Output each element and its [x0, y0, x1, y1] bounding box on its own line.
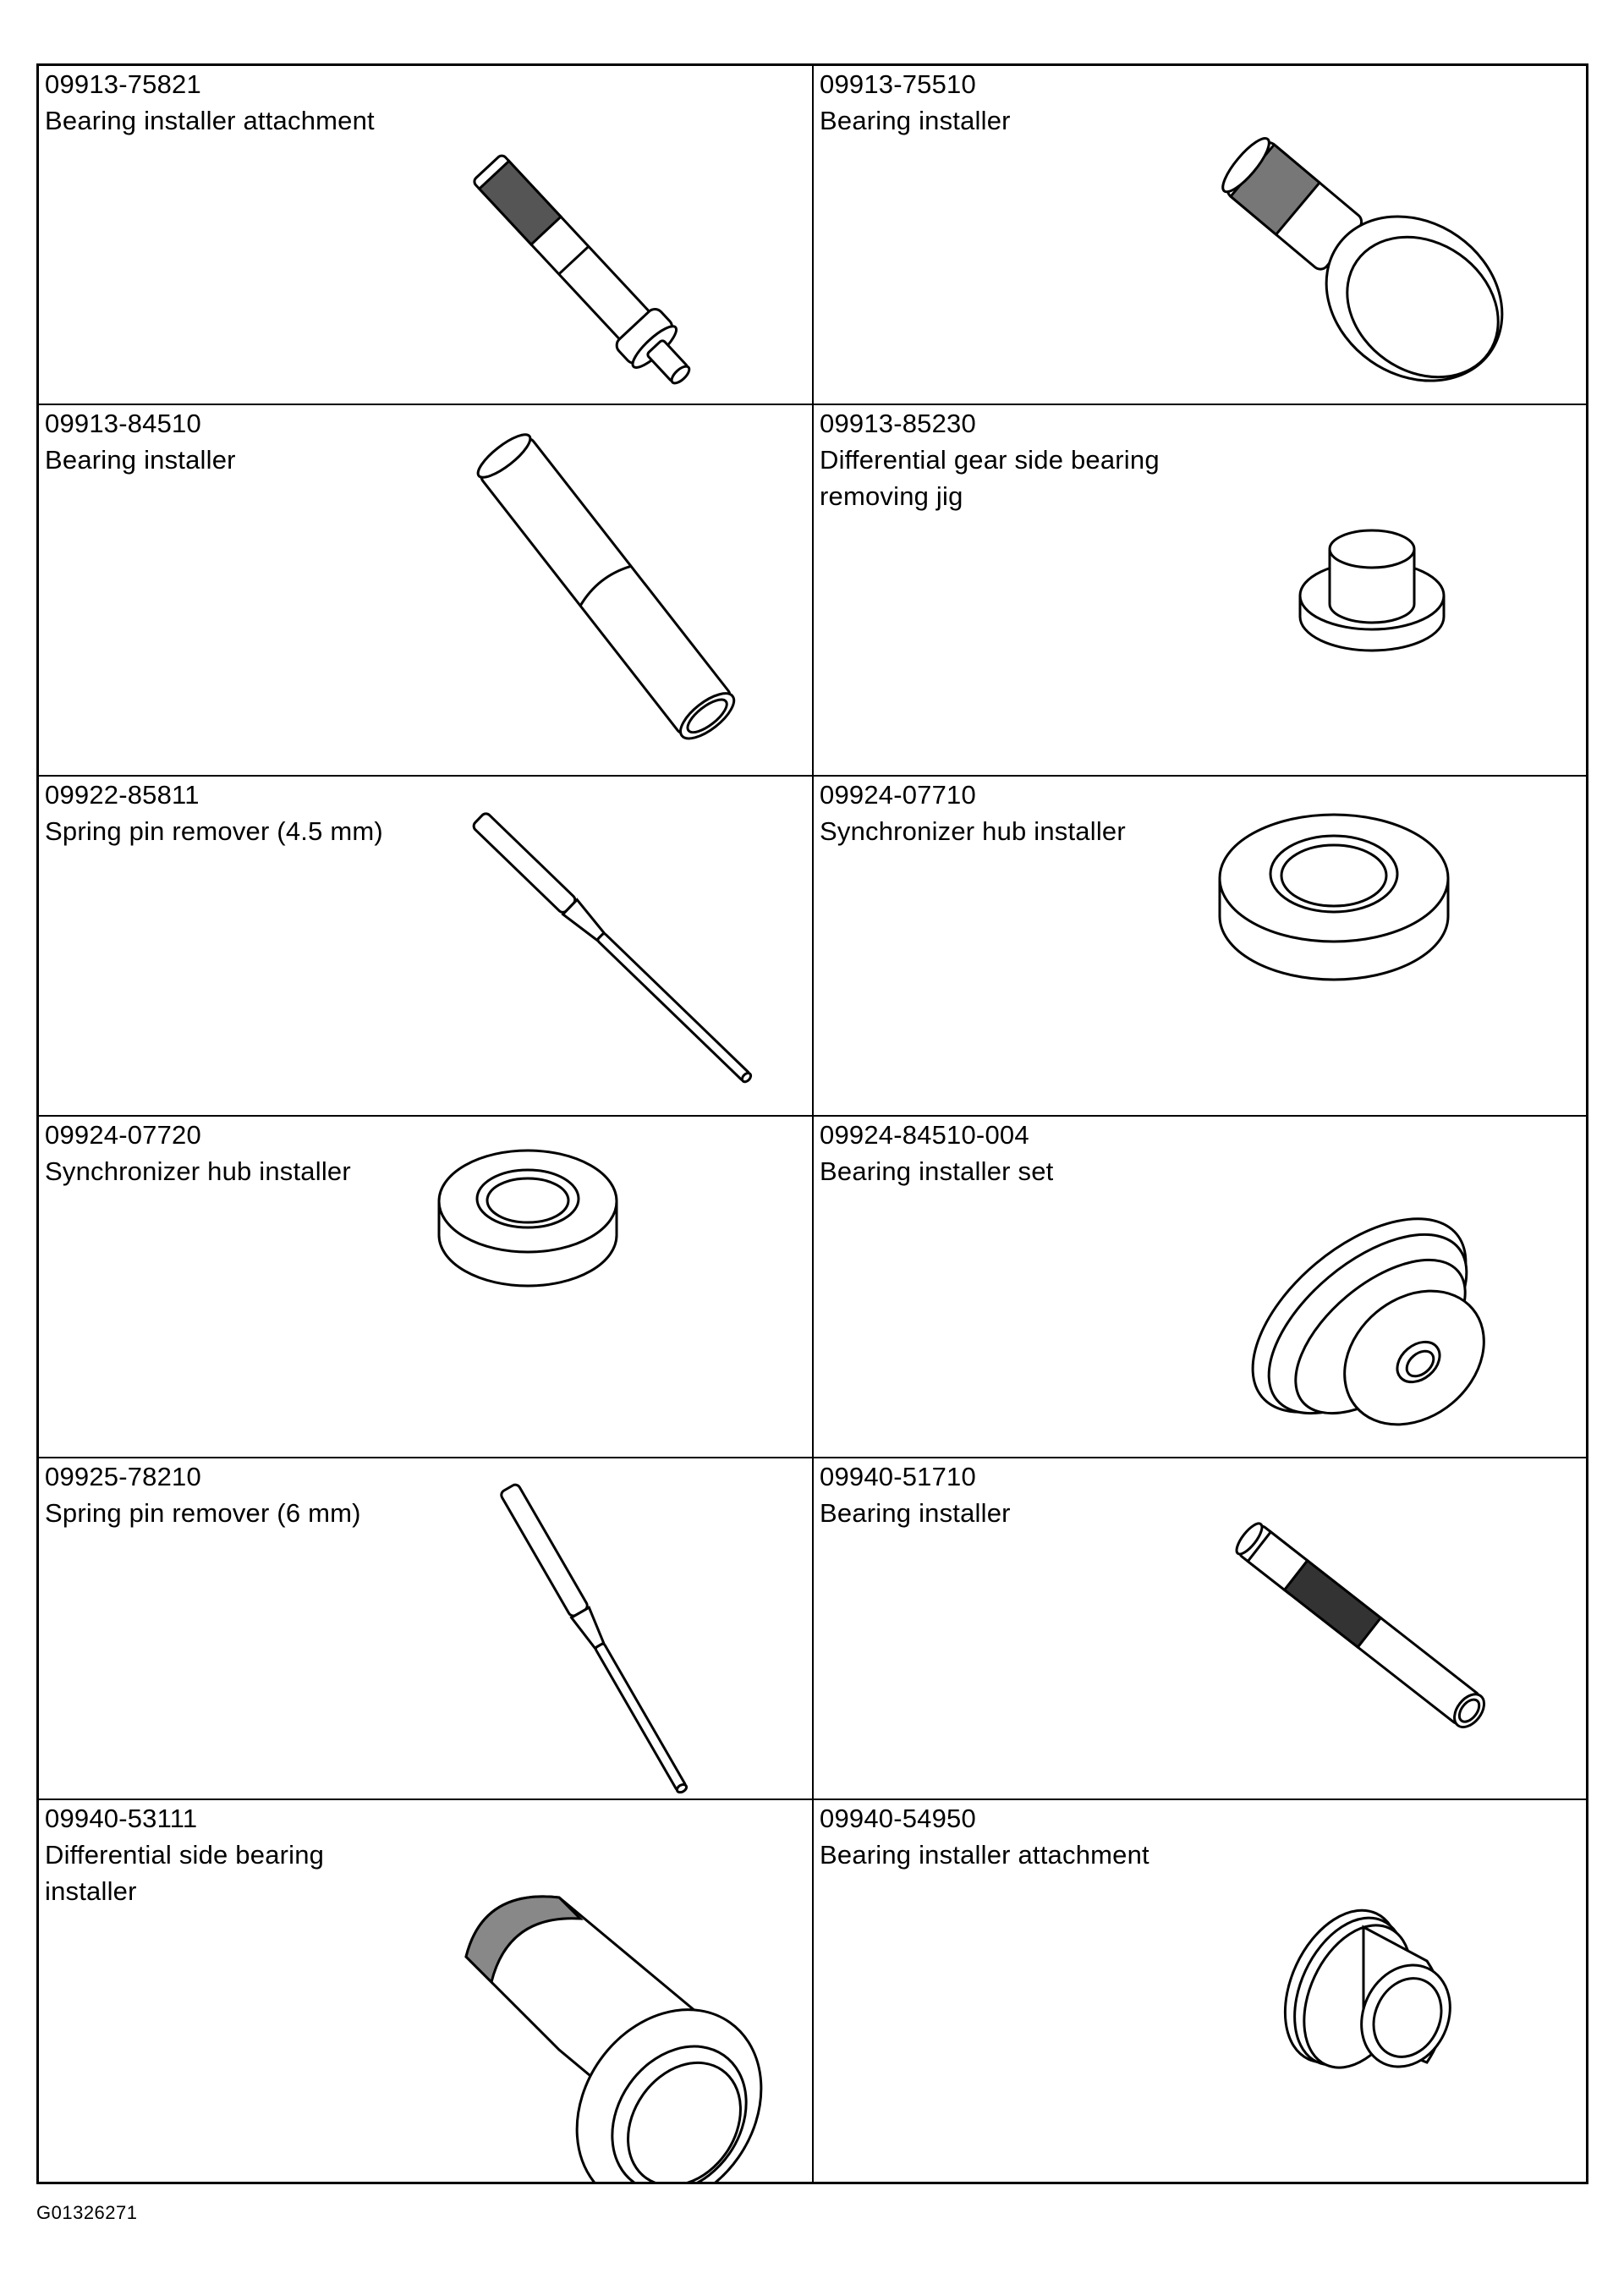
tool-caption: [820, 1458, 1011, 1531]
tool-description: Differential side bearing installer: [45, 1840, 325, 1906]
tool-part-number: 09925-78210: [45, 1462, 201, 1491]
tool-caption: [820, 66, 1011, 139]
tool-cell: [39, 777, 814, 1117]
tool-part-number: 09940-53111: [45, 1804, 198, 1833]
tool-cell: [814, 1800, 1586, 2182]
tool-part-number: 09913-85230: [820, 409, 976, 438]
tool-cell: [814, 1458, 1586, 1800]
tool-description: Spring pin remover (4.5 mm): [45, 816, 383, 846]
tool-part-number: 09940-54950: [820, 1804, 976, 1833]
tool-cell: [39, 1117, 814, 1458]
tool-description: Synchronizer hub installer: [45, 1156, 351, 1186]
tool-description: Bearing installer set: [820, 1156, 1054, 1186]
tool-caption: [45, 405, 236, 478]
tool-description: Bearing installer: [45, 445, 236, 475]
bearing-installer-disc-handle-icon: [1194, 96, 1533, 392]
stepped-removing-jig-icon: [1287, 515, 1457, 684]
tool-part-number: 09940-51710: [820, 1462, 976, 1491]
tool-description: Bearing installer: [820, 106, 1011, 135]
tube-bearing-installer-icon: [445, 422, 800, 769]
knurled-bearing-installer-attachment-icon: [458, 129, 779, 405]
tool-caption: [820, 1117, 1053, 1189]
tool-description: Bearing installer: [820, 1498, 1011, 1528]
tool-part-number: 09924-07720: [45, 1120, 201, 1150]
tool-caption: [45, 1458, 361, 1531]
knurled-side-bearing-installer-icon: [432, 1872, 787, 2182]
figure-code: G01326271: [36, 2202, 138, 2223]
tool-description: Synchronizer hub installer: [820, 816, 1126, 846]
synchronizer-hub-installer-ring-icon: [432, 1138, 623, 1299]
tool-cell: [814, 1117, 1586, 1458]
tool-cell: [814, 777, 1586, 1117]
spring-pin-remover-icon: [445, 798, 783, 1111]
tool-cell: [814, 66, 1586, 405]
tool-caption: [45, 777, 383, 849]
tool-description: Differential gear side bearing removing jig: [820, 445, 1160, 511]
tool-cell: [39, 66, 814, 405]
special-tools-table: [36, 63, 1588, 2184]
tool-cell: [39, 405, 814, 777]
tool-caption: [820, 777, 1126, 849]
tool-part-number: 09913-84510: [45, 409, 201, 438]
tool-caption: [820, 1800, 1149, 1873]
tool-cell: [39, 1458, 814, 1800]
tool-part-number: 09922-85811: [45, 780, 200, 810]
tool-description: Bearing installer attachment: [45, 106, 375, 135]
tool-caption: [820, 405, 1160, 514]
tool-caption: [45, 1800, 324, 1909]
grooved-bearing-installer-attachment-icon: [1279, 1893, 1465, 2088]
spring-pin-remover-icon: [475, 1471, 762, 1800]
tool-part-number: 09924-84510-004: [820, 1120, 1029, 1150]
knurled-bearing-installer-shaft-icon: [1232, 1522, 1520, 1776]
tool-description: Spring pin remover (6 mm): [45, 1498, 361, 1528]
bearing-installer-set-icon: [1241, 1189, 1512, 1442]
tool-cell: [39, 1800, 814, 2182]
tool-caption: [45, 1117, 351, 1189]
tool-description: Bearing installer attachment: [820, 1840, 1149, 1870]
synchronizer-hub-installer-ring-icon: [1211, 798, 1457, 997]
tool-part-number: 09924-07710: [820, 780, 976, 810]
tool-cell: [814, 405, 1586, 777]
tool-caption: [45, 66, 375, 139]
tool-part-number: 09913-75510: [820, 69, 976, 99]
tool-part-number: 09913-75821: [45, 69, 201, 99]
